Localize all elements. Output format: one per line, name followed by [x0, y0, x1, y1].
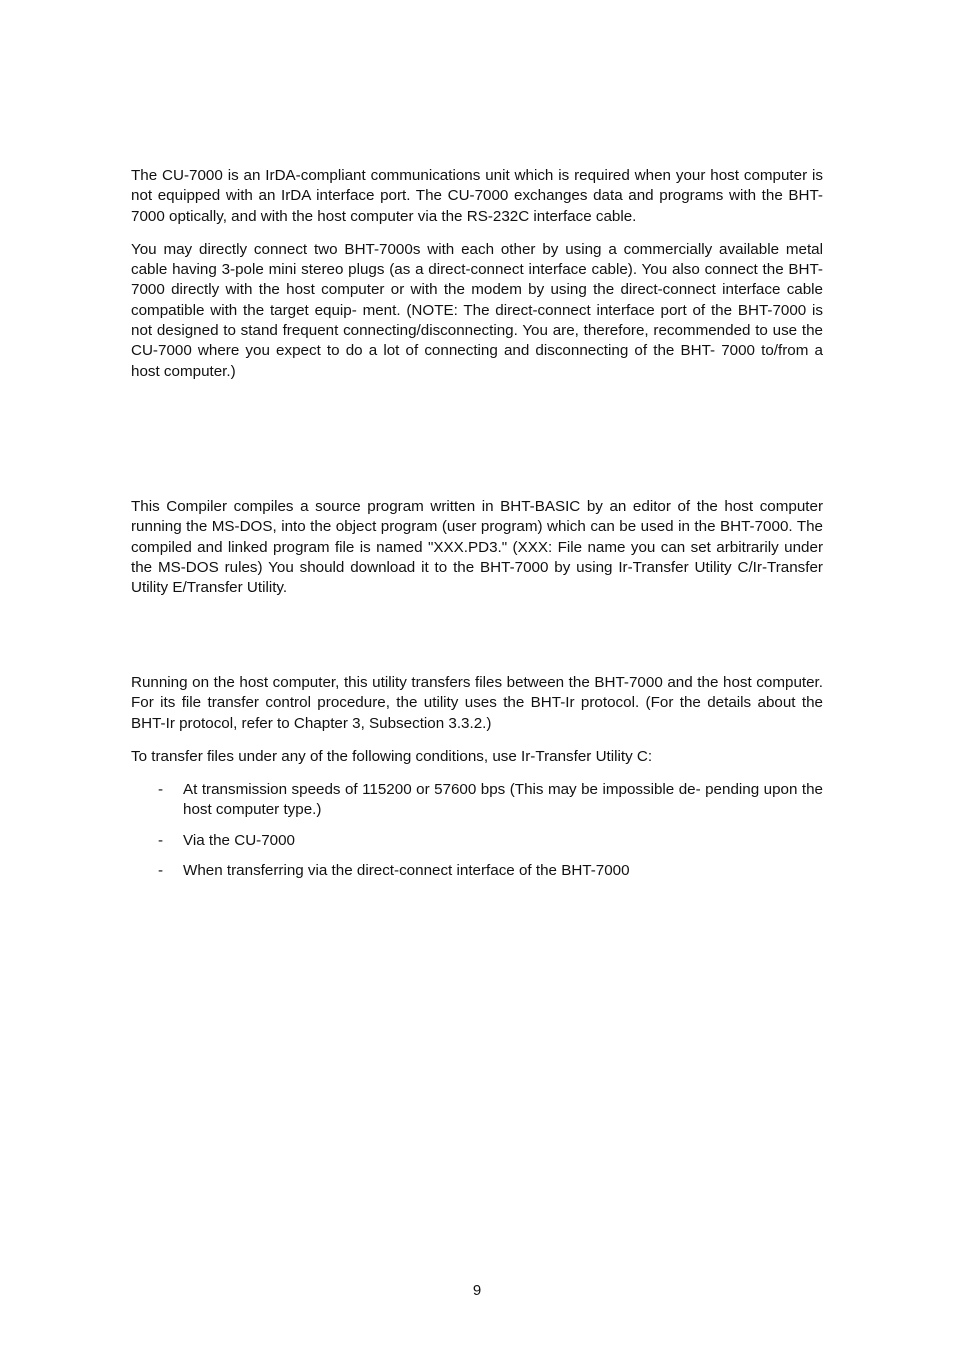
bullet-dash: -: [158, 862, 164, 880]
utility-paragraph-1: Running on the host computer, this utility transfers files between the BHT-7000 and the host computer. For its file transfer control procedure, the utility uses the BHT-Ir protocol. (For the details about the BHT-Ir protocol, refer to Chapter 3, Subsection 3.3.2.): [131, 674, 823, 732]
cu7000-paragraph-2: You may directly connect two BHT-7000s with each other by using a commercially available metal cable having 3-pole mini stereo plugs (as a direct-connect interface cable). You also connect the BHT-7000 directly with the host computer or with the modem by using the direct-connect interface cable compatible with the target equip- ment. (NOTE: The direct-connect interface port of the BHT-7000 is not designed to stand frequent connecting/disconnecting. You are, therefore, recommended to use the CU-7000 where you expect to do a lot of connecting and disconnecting of the BHT- 7000 to/from a host computer.): [131, 240, 823, 380]
cu7000-section: [131, 166, 823, 395]
conditions-list: [131, 780, 823, 881]
list-item-text: Via the CU-7000: [183, 831, 296, 849]
list-item-text: At transmission speeds of 115200 or 57600 bps (This may be impossible de- pending upon the host computer type.): [183, 781, 823, 819]
list-item: [131, 780, 823, 821]
list-item: [131, 831, 823, 851]
transfer-utility-section: [131, 673, 823, 891]
utility-paragraph-2: To transfer files under any of the following conditions, use Ir-Transfer Utility C:: [131, 747, 653, 765]
compiler-section: [131, 497, 823, 611]
list-item: [131, 861, 823, 881]
bullet-dash: -: [158, 781, 164, 799]
list-item-text: When transferring via the direct-connect interface of the BHT-7000: [183, 862, 630, 880]
cu7000-paragraph-1: The CU-7000 is an IrDA-compliant communications unit which is required when your host computer is not equipped with an IrDA interface port. The CU-7000 exchanges data and programs with the BHT-7000 optically, and with the host computer via the RS-232C interface cable.: [131, 167, 823, 225]
page-number: 9: [472, 1282, 482, 1299]
bullet-dash: -: [158, 831, 164, 849]
compiler-paragraph-1: This Compiler compiles a source program written in BHT-BASIC by an editor of the host computer running the MS-DOS, into the object program (user program) which can be used in the BHT-7000. The compiled and linked program file is named "XXX.PD3." (XXX: File name you can set arbitrarily under the MS-DOS rules) You should download it to the BHT-7000 by using Ir-Transfer Utility C/Ir-Transfer Utility E/Transfer Utility.: [131, 498, 823, 597]
